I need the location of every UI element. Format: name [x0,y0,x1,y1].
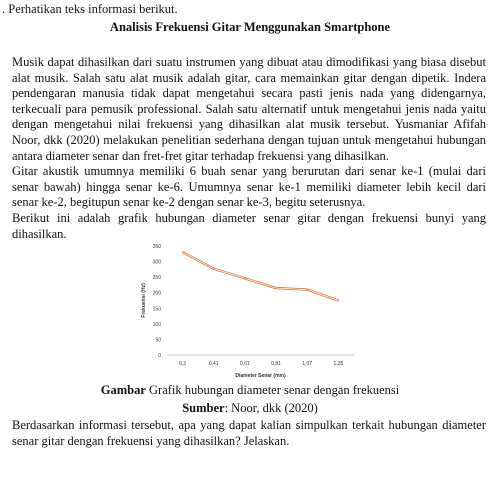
paragraph-1: Musik dapat dihasilkan dari suatu instrumen yang dibuat atau dimodifikasi yang biasa disebut alat musik. Salah satu alat musik adalah gitar, cara memainkan gitar dengan dipetik. Indera pendengaran manusia tidak dapat mengetahui secara pasti jenis nada yang didengarnya, terkecuali para pemusik professional. Salah satu alternatif untuk mengetahui jenis nada yaitu dengan mengetahui nilai frekuensi yang dihasilkan alat musik tersebut. Yusmaniar Afifah Noor, dkk (2020) melakukan penelitian sederhana dengan tujuan untuk mengetahui hubungan antara diameter senar dan fret-fret gitar terhadap frekuensi yang dihasilkan. [12,55,486,163]
question-text: Berdasarkan informasi tersebut, apa yang dapat kalian simpulkan terkait hubungan diameter senar gitar dengan frekuensi yang dihasilkan? Jelaskan. [12,418,486,448]
x-tick-label: 0,41 [208,361,219,367]
paragraph-2: Gitar akustik umumnya memiliki 6 buah senar yang berurutan dari senar ke-1 (mulai dari senar bawah) hingga senar ke-6. Umumnya senar ke-1 memiliki diameter lebih kecil dari senar ke-2, begitupun senar ke-2 dengan senar ke-3, begitu seterusnya. [12,164,486,210]
source-label: Sumber [182,401,225,415]
article-body [12,55,486,242]
x-tick-label: 0,81 [271,361,281,367]
x-tick-label: 1,07 [302,361,313,367]
series-line [183,252,339,300]
frequency-chart-svg [140,243,360,383]
data-point [213,268,214,269]
data-point [307,289,308,290]
frequency-chart [140,243,360,383]
caption-text: Grafik hubungan diameter senar dengan frekuensi [145,383,400,397]
data-point [182,252,183,253]
x-tick-label: 0,3 [179,361,187,367]
y-axis-title: Frekuensi (Hz) [141,283,147,318]
data-point [244,278,245,279]
data-point [338,300,339,301]
y-tick-label: 300 [152,259,161,266]
figure-caption [0,382,500,398]
caption-label: Gambar [100,383,146,397]
y-tick-label: 250 [152,275,161,282]
y-tick-label: 200 [152,290,161,297]
data-point [275,287,276,288]
paragraph-3: Berikut ini adalah grafik hubungan diameter senar gitar dengan frekuensi bunyi yang dihasilkan. [12,210,486,241]
y-tick-label: 350 [152,244,161,250]
intro-text: . Perhatikan teks informasi berikut. [2,2,178,16]
x-axis-title: Diameter Senar (mm) [235,373,286,379]
y-tick-label: 100 [152,321,161,328]
y-tick-label: 150 [152,306,161,313]
y-tick-label: 50 [155,337,161,344]
source-text: : Noor, dkk (2020) [224,401,318,415]
y-tick-label: 0 [158,353,161,359]
article-title: Analisis Frekuensi Gitar Menggunakan Smartphone [109,20,391,34]
figure-source [0,400,500,416]
x-tick-label: 1,35 [333,361,344,367]
x-tick-label: 0,61 [240,361,250,367]
